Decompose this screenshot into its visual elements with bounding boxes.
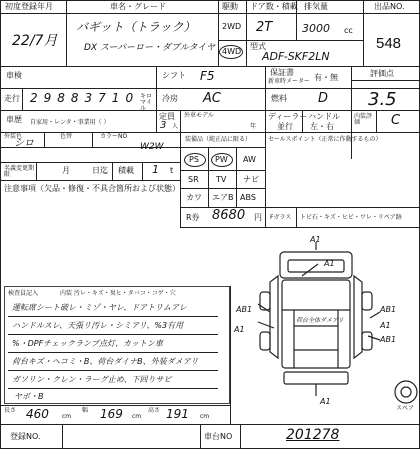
cc-unit: cc [344, 26, 353, 35]
cc-label: 排気量 [304, 2, 328, 11]
inspection-note-3: %・DPFチェックランプ点灯、カットン車 [12, 339, 163, 348]
first-reg-label: 初度登録年月 [5, 2, 53, 11]
grade-value: DX スーパーロー・ダブルタイヤ [84, 43, 216, 53]
capacity-label: 定員 [159, 112, 175, 121]
color-no-value: W2W [140, 142, 164, 152]
equip-abs: ABS [240, 193, 256, 202]
capacity-unit: 人 [172, 123, 179, 130]
rating-label: 評価点 [370, 69, 394, 78]
width-unit: cm [132, 413, 142, 420]
import-label: 外車モデル [184, 112, 214, 119]
load-label: 積載 [118, 166, 134, 175]
diagram-mark-5: AB1 [380, 305, 397, 314]
equip-label: 装備品（純正品に限る） [185, 136, 252, 143]
height-value: 191 [166, 407, 189, 421]
rating-value: 3.5 [368, 89, 397, 110]
lot-value: 548 [376, 35, 402, 52]
equip-ps: PS [189, 155, 199, 164]
height-label: 高さ [148, 407, 161, 414]
diagram-mark-8: A1 [320, 397, 331, 406]
diagram-mark-1: A1 [310, 235, 321, 244]
fuel-value: D [318, 91, 329, 106]
interior-value: C [391, 113, 401, 128]
history-sub: 自家用・レンタ・事業用（ ） [30, 119, 110, 126]
warranty-sub: 新車時メーター [268, 78, 311, 85]
length-value: 460 [26, 407, 49, 421]
model-label: 型式 [250, 42, 266, 51]
history-label: 車歴 [6, 115, 22, 124]
recycle-label: R券 [186, 213, 200, 222]
recycle-unit: 円 [254, 213, 262, 222]
import-sub: 年 [250, 123, 257, 130]
diagram-center-note: 荷台全体ダメアリ [296, 317, 344, 324]
mileage-label: 走行 [4, 94, 20, 103]
inspection-note-b: ヤボ・B [14, 392, 44, 401]
equip-airbag: エアB [212, 193, 234, 202]
warranty-value: 有・無 [314, 73, 338, 82]
inspection-label: 検査員記入 [8, 290, 39, 297]
diagram-mark-7: A1 [380, 321, 391, 330]
model-value: ADF-SKF2LN [262, 50, 330, 63]
handle-label: ハンドル [308, 112, 340, 121]
drive-label: 駆動 [222, 2, 238, 11]
selling-label: セールスポイント（正常に作動するもの） [268, 136, 382, 143]
color-no-label: カラーNO [100, 133, 128, 140]
inspection-note-5: ガソリン・クレン・ラーグ止め、下回りサビ [12, 375, 172, 384]
capacity-value: 3 [160, 120, 167, 131]
shift-value: F5 [200, 69, 215, 83]
mileage-value: 29883710 [30, 91, 140, 105]
color-value: シロ [14, 138, 34, 149]
diagram-mark-2: A1 [324, 259, 335, 268]
first-reg-value: 22/7月 [12, 33, 58, 49]
length-label: 長さ [4, 407, 17, 414]
handle-value: 左・右 [310, 122, 334, 131]
inspection-tags: 内装 汚レ・キズ・臭ヒ・タバコ・コゲ・穴 [60, 290, 176, 297]
ac-label: 冷房 [162, 94, 178, 103]
drive-2wd: 2WD [222, 22, 242, 31]
reg-no-label: 登録NO. [10, 432, 41, 441]
diagram-mark-4: AB1 [236, 305, 253, 314]
equip-pw: PW [215, 155, 228, 164]
vehicle-diagram [230, 232, 420, 412]
load-unit: t [170, 166, 174, 175]
color-change-label: 色替 [60, 133, 73, 140]
glass-label: Fガラス [270, 214, 292, 221]
drive-4wd: 4WD [222, 47, 242, 56]
cc-value: 3000 [302, 22, 330, 35]
warranty-label: 保証書 [270, 68, 294, 77]
car-name-label: 車名・グレード [110, 2, 166, 11]
inspection-note-2: ハンドルスレ、天張リ汚レ・シミアリ、%3有用 [12, 321, 184, 330]
chassis-no-label: 車台NO [204, 432, 233, 441]
rename-label: 名義変更期限 [4, 165, 35, 178]
shaken-label: 車検 [6, 71, 22, 80]
spare-label: スペア [396, 405, 415, 412]
equip-sr: SR [188, 175, 199, 184]
color-label: 外装色 [4, 133, 23, 140]
equip-aw: AW [243, 155, 256, 164]
doors-label: ドア数・積載 [250, 2, 298, 11]
width-value: 169 [100, 407, 123, 421]
shift-label: シフト [162, 71, 186, 80]
doors-value: 2T [256, 20, 273, 35]
fuel-label: 燃料 [271, 94, 287, 103]
length-unit: cm [62, 413, 72, 420]
load-value: 1 [152, 163, 159, 176]
car-name-value: バギット（トラック） [76, 20, 196, 34]
dealer-sub: 並行 [277, 122, 293, 131]
glass-items: トビ石・キズ・ヒビ・ワレ・リペア跡 [300, 214, 402, 221]
rename-day: 日迄 [92, 166, 108, 175]
recycle-value: 8680 [212, 208, 246, 223]
equip-navi: ナビ [243, 175, 259, 184]
dealer-label: ディーラー [268, 112, 308, 121]
lot-label: 出品NO. [374, 2, 405, 11]
equip-kawa: カワ [186, 193, 202, 202]
width-label: 幅 [82, 407, 89, 414]
diagram-mark-3: A1 [234, 325, 245, 334]
chassis-no-value: 201278 [286, 427, 340, 443]
ac-value: AC [203, 91, 221, 106]
height-unit: cm [200, 413, 210, 420]
rename-month: 月 [62, 166, 70, 175]
diagram-mark-6: AB1 [380, 335, 397, 344]
note-label: 注意事項（欠品・修復・不具合箇所および状態） [4, 184, 180, 193]
inspection-note-1: 運転席シート破レ・ミゾ・ヤレ、ドアトリムアレ [12, 303, 187, 312]
mileage-unit: キロマイル [140, 93, 153, 112]
equip-tv: TV [216, 175, 227, 184]
interior-label: 内装評価 [354, 113, 373, 126]
inspection-note-4: 荷台キズ・ヘコミ・B、荷台ダイナB、外装ダメアリ [12, 357, 199, 366]
